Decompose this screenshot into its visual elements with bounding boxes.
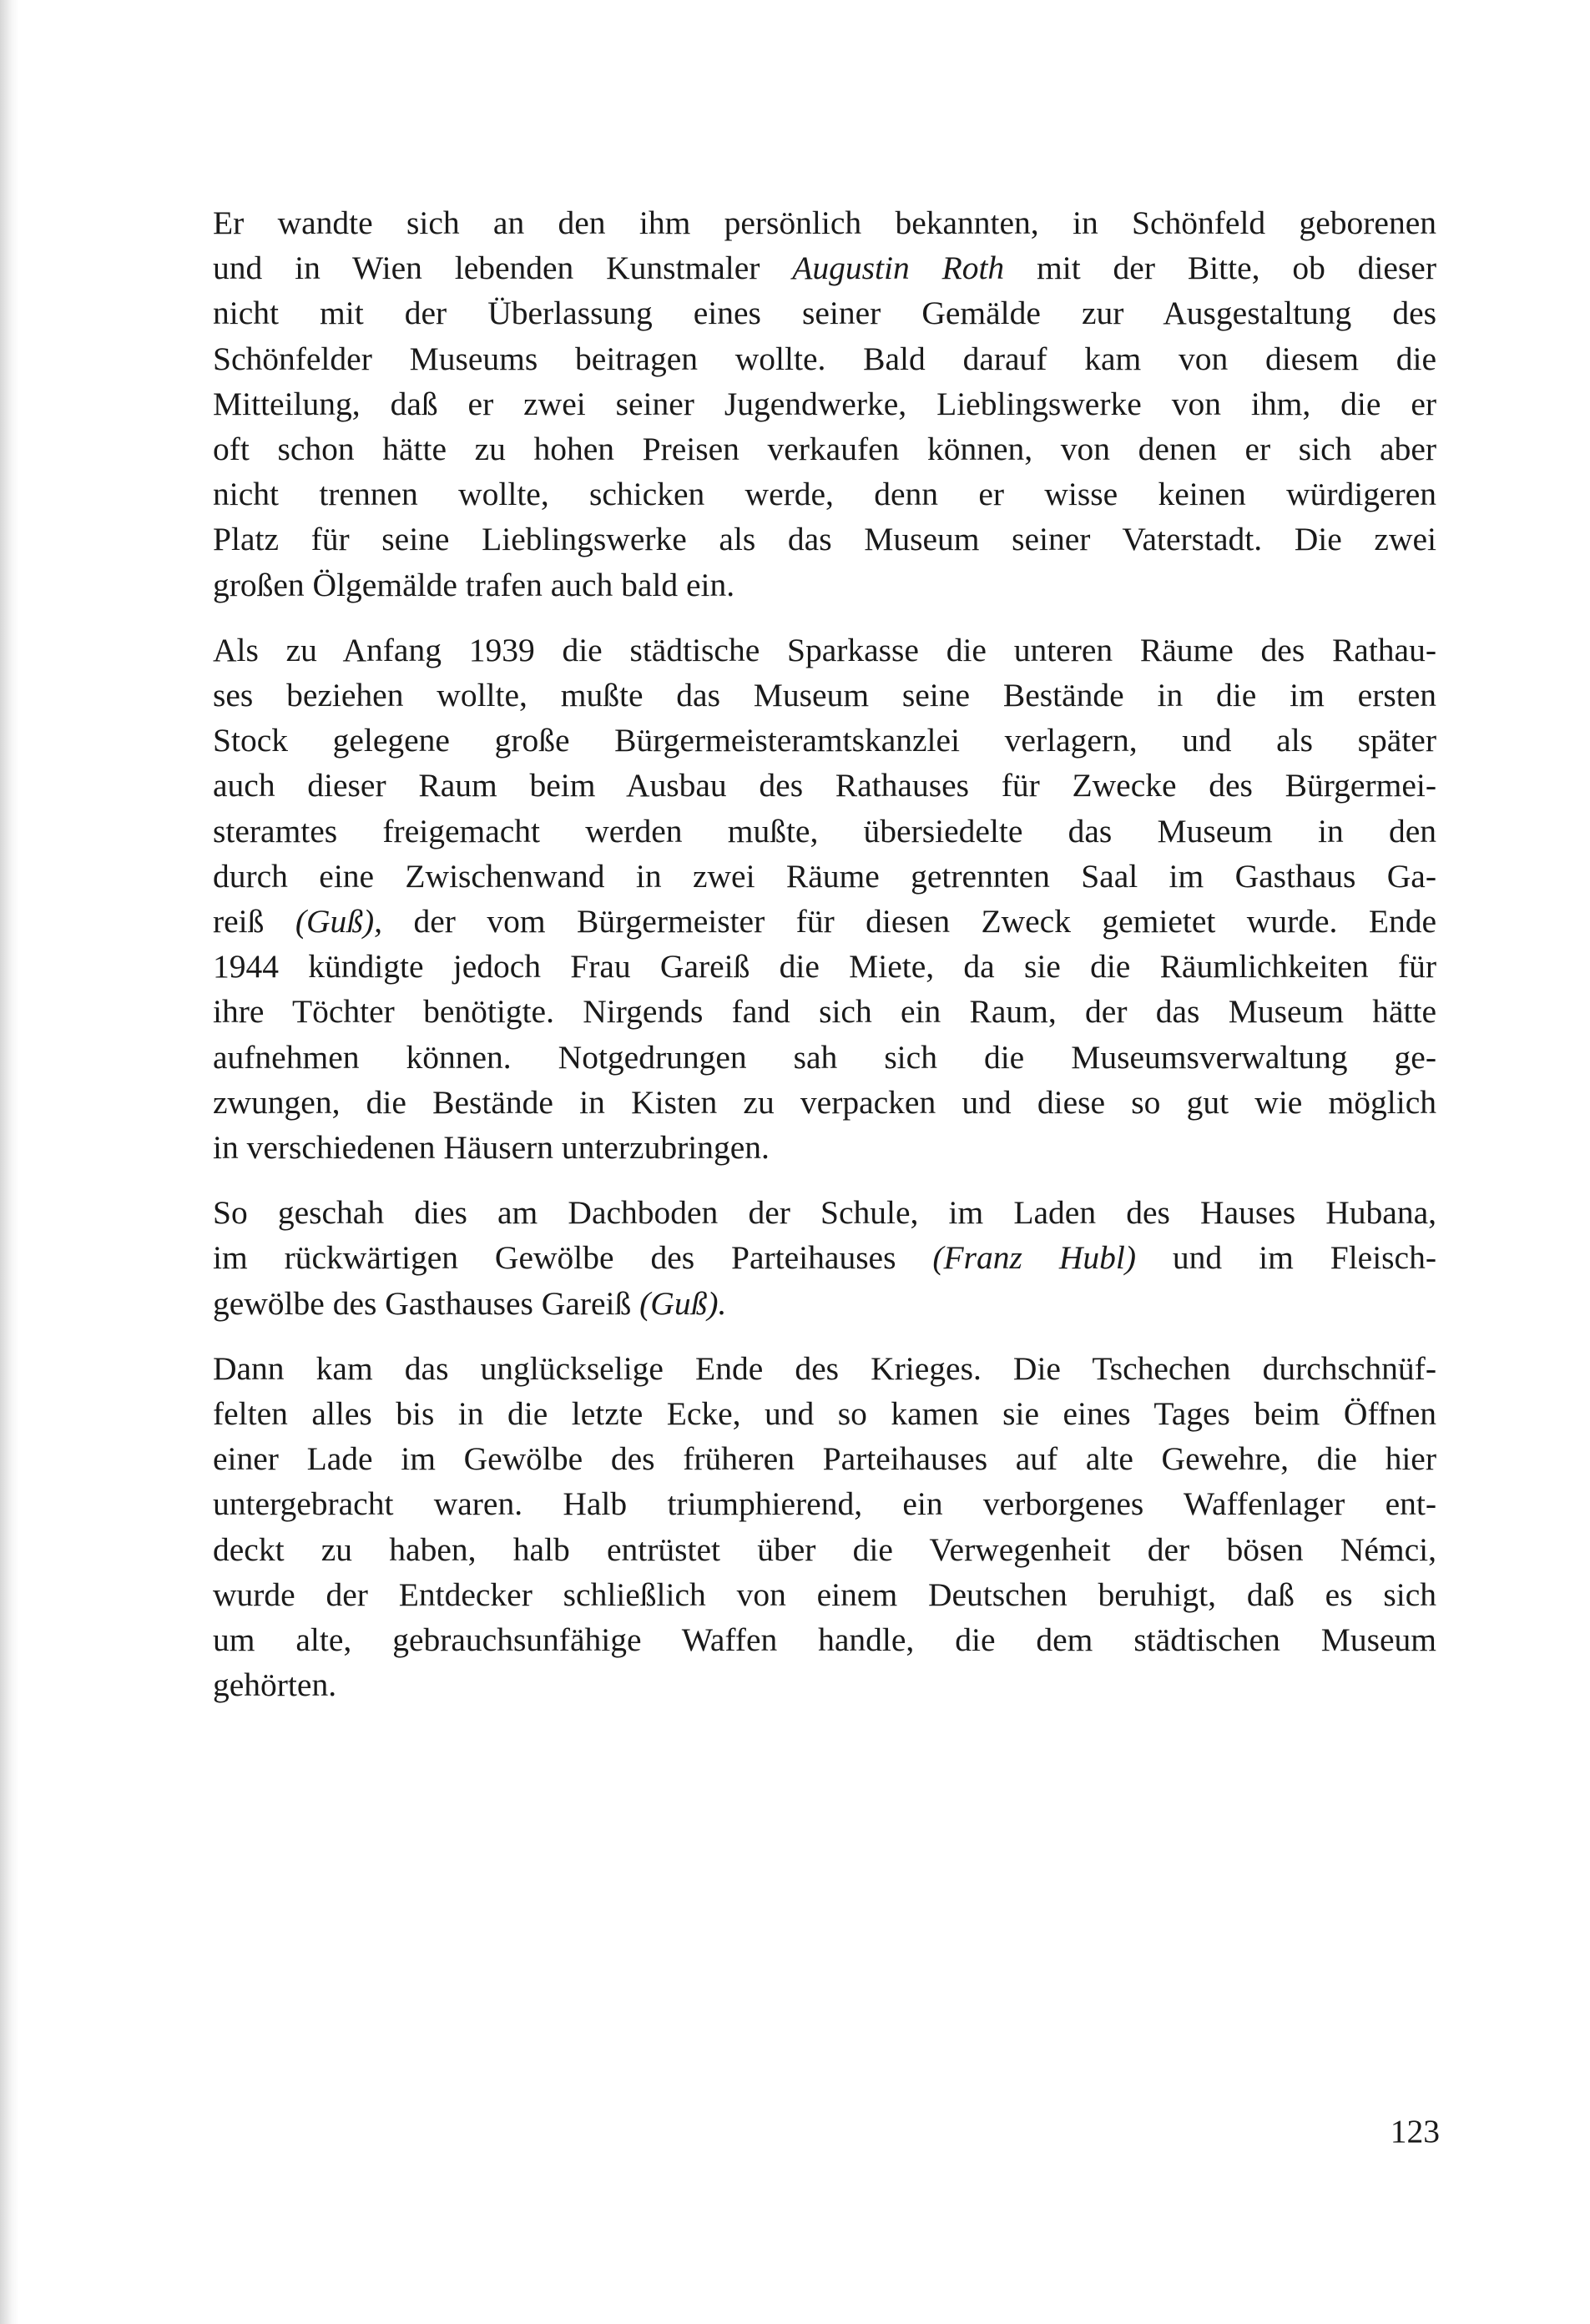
- text-segment: 1944 kündigte jedoch Frau Gareiß die Miete, da sie die Räumlichkeiten für: [213, 948, 1436, 986]
- text-segment: und in Wien lebenden Kunstmaler: [213, 250, 793, 287]
- text-segment: steramtes freigemacht werden mußte, übersiedelte das Museum in den: [213, 812, 1436, 849]
- text-segment: Er wandte sich an den ihm persönlich bekannten, in Schönfeld geborenen: [213, 204, 1436, 241]
- text-segment: im rückwärtigen Gewölbe des Parteihauses: [213, 1239, 933, 1277]
- text-segment: einer Lade im Gewölbe des früheren Parteihauses auf alte Gewehre, die hier: [213, 1440, 1436, 1478]
- text-segment: wurde der Entdecker schließlich von einem Deutschen beruhigt, daß es sich: [213, 1575, 1436, 1613]
- text-segment: zwungen, die Bestände in Kisten zu verpacken und diese so gut wie möglich: [213, 1083, 1436, 1121]
- text-segment: mit der Bitte, ob dieser: [1004, 250, 1436, 287]
- text-line: [213, 1572, 1436, 1617]
- text-line: [213, 1662, 1436, 1707]
- text-line: [213, 628, 1436, 673]
- text-segment: und im Fleisch-: [1136, 1239, 1436, 1277]
- text-line: [213, 1617, 1436, 1662]
- italic-name: (Guß).: [639, 1284, 727, 1322]
- paragraph-2: [213, 628, 1436, 1170]
- paragraph-3: [213, 1190, 1436, 1326]
- text-line: [213, 809, 1436, 854]
- text-segment: der vom Bürgermeister für diesen Zweck gemietet wurde. Ende: [382, 903, 1436, 940]
- italic-name: (Franz Hubl): [932, 1239, 1136, 1277]
- text-segment: durch eine Zwischenwand in zwei Räume getrennten Saal im Gasthaus Ga-: [213, 857, 1436, 895]
- paragraph-4: [213, 1346, 1436, 1708]
- text-segment: untergebracht waren. Halb triumphierend, ein verborgenes Waffenlager ent-: [213, 1485, 1436, 1523]
- text-line: [213, 1346, 1436, 1391]
- text-segment: großen Ölgemälde trafen auch bald ein.: [213, 566, 735, 603]
- text-segment: nicht trennen wollte, schicken werde, denn er wisse keinen würdigeren: [213, 476, 1436, 513]
- italic-name: Augustin Roth: [792, 250, 1005, 287]
- text-line: [213, 562, 1436, 607]
- text-line: [213, 290, 1436, 335]
- text-line: [213, 1281, 1436, 1326]
- text-line: [213, 718, 1436, 763]
- text-line: [213, 989, 1436, 1034]
- text-line: [213, 1125, 1436, 1170]
- italic-name: (Guß),: [295, 903, 383, 940]
- page-number: 123: [1390, 2113, 1440, 2150]
- text-line: [213, 1527, 1436, 1572]
- text-segment: gewölbe des Gasthauses Gareiß: [213, 1284, 640, 1322]
- paragraph-1: [213, 200, 1436, 607]
- text-line: [213, 899, 1436, 944]
- text-segment: So geschah dies am Dachboden der Schule, im Laden des Hauses Hubana,: [213, 1194, 1436, 1232]
- text-segment: felten alles bis in die letzte Ecke, und so kamen sie eines Tages beim Öffnen: [213, 1395, 1436, 1433]
- text-segment: Dann kam das unglückselige Ende des Krieges. Die Tschechen durchschnüf-: [213, 1349, 1436, 1387]
- text-line: [213, 854, 1436, 899]
- text-line: [213, 1035, 1436, 1080]
- text-line: [213, 673, 1436, 718]
- text-segment: nicht mit der Überlassung eines seiner Gemälde zur Ausgestaltung des: [213, 295, 1436, 332]
- text-line: [213, 1235, 1436, 1280]
- text-segment: aufnehmen können. Notgedrungen sah sich die Museumsverwaltung ge-: [213, 1038, 1436, 1076]
- text-line: [213, 1436, 1436, 1481]
- text-line: [213, 245, 1436, 290]
- text-line: [213, 1481, 1436, 1526]
- text-segment: Mitteilung, daß er zwei seiner Jugendwerke, Lieblingswerke von ihm, die er: [213, 385, 1436, 422]
- text-line: [213, 426, 1436, 471]
- text-segment: in verschiedenen Häusern unterzubringen.: [213, 1129, 770, 1167]
- text-line: [213, 763, 1436, 808]
- text-line: [213, 1391, 1436, 1436]
- text-segment: auch dieser Raum beim Ausbau des Rathauses für Zwecke des Bürgermei-: [213, 767, 1436, 804]
- text-line: [213, 200, 1436, 245]
- text-segment: reiß: [213, 903, 295, 940]
- text-segment: oft schon hätte zu hohen Preisen verkaufen können, von denen er sich aber: [213, 431, 1436, 468]
- page-edge-shadow: [0, 0, 18, 2324]
- text-segment: ihre Töchter benötigte. Nirgends fand sich ein Raum, der das Museum hätte: [213, 993, 1436, 1031]
- text-segment: deckt zu haben, halb entrüstet über die Verwegenheit der bösen Némci,: [213, 1530, 1436, 1568]
- text-segment: Als zu Anfang 1939 die städtische Sparkasse die unteren Räume des Rathau-: [213, 631, 1436, 668]
- body-text: [213, 200, 1436, 1728]
- text-line: [213, 1190, 1436, 1235]
- text-line: [213, 517, 1436, 562]
- text-line: [213, 944, 1436, 989]
- text-segment: Stock gelegene große Bürgermeisteramtskanzlei verlagern, und als später: [213, 722, 1436, 759]
- text-segment: ses beziehen wollte, mußte das Museum seine Bestände in die im ersten: [213, 677, 1436, 714]
- text-segment: um alte, gebrauchsunfähige Waffen handle, die dem städtischen Museum: [213, 1621, 1436, 1659]
- text-line: [213, 471, 1436, 517]
- text-line: [213, 336, 1436, 381]
- text-segment: Schönfelder Museums beitragen wollte. Bald darauf kam von diesem die: [213, 340, 1436, 377]
- text-line: [213, 1080, 1436, 1125]
- text-segment: Platz für seine Lieblingswerke als das Museum seiner Vaterstadt. Die zwei: [213, 521, 1436, 558]
- text-line: [213, 381, 1436, 426]
- text-segment: gehörten.: [213, 1666, 337, 1704]
